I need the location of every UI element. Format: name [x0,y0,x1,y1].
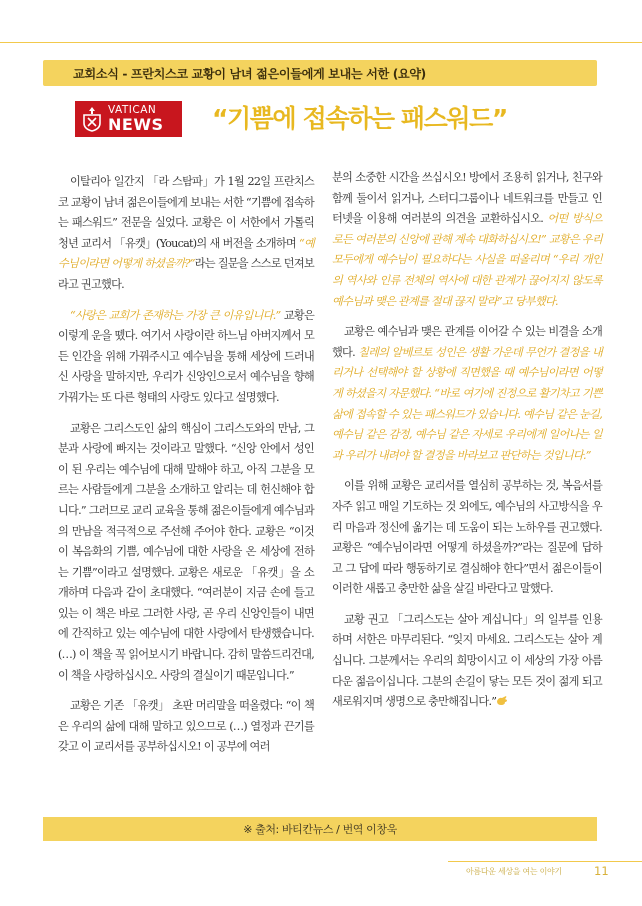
paragraph [58,306,314,409]
logo-line2: NEWS [108,114,164,134]
body-text: 라는 질문을 스스로 던져보라고 권고했다. [58,257,314,291]
section-header-text: 교회소식 - 프란치스코 교황이 남녀 젊은이들에게 보내는 서한 (요약) [73,66,426,81]
page-number: 11 [594,864,609,878]
logo-line1: VATICAN [108,104,157,117]
highlight-quote: 칠레의 알베르토 성인은 생활 가운데 무언가 결정을 내리거나 선택해야 할 상황에 직면했을 때 예수님이라면 어떻게 하셨을지 자문했다. “바로 여기에 진정으로 활기차고 기쁜 삶에 접속할 수 있는 패스워드가 있습니다. 예수님 같은 눈길, 예수님 같은 감정, 예수님 같은 자세로 우리에게 일어나는 일과 우리가 내려야 할 결정을 바라보고 판단하는 것입니다.” [332,345,602,462]
top-rule [0,42,642,43]
paragraph [332,168,602,312]
highlight-quote: “예수님이라면 어떻게 하셨을까?” [58,236,314,271]
hand-icon [496,695,508,706]
article-headline: “기쁨에 접속하는 패스워드” [212,104,507,133]
paragraph: 교황은 그리스도인 삶의 핵심이 그리스도와의 만남, 그분과 사랑에 빠지는 것이라고 말했다. “신앙 안에서 성인이 된 우리는 예수님에 대해 말해야 하고, 아직 그분을 모르는 사람들에게 그분을 소개하고 알리는 데 헌신해야 합니다.” 그러므로 교리 교육을 통해 젊은이들에게 예수님과의 만남을 적극적으로 주선해 주어야 한다. 교황은 “이것이 복음화의 기쁨, 예수님에 대한 사랑을 온 세상에 전하는 기쁨”이라고 설명했다. 교황은 새로운 「유캣」을 소개하며 다음과 같이 초대했다. “여러분이 지금 손에 들고 있는 이 책은 바로 그러한 사랑, 곧 우리 신앙인들이 내면에 간직하고 있는 예수님에 대한 사랑에서 탄생했습니다. (…) 이 책을 꼭 읽어보시기 바랍니다. 감히 말씀드리건대, 이 책을 사랑하십시오. 사랑의 결실이기 때문입니다.” [58,421,314,682]
highlight-quote: “사랑은 교회가 존재하는 가장 큰 이유입니다.” [70,308,281,322]
body-text: 분의 소중한 시간을 쓰십시오! 방에서 조용히 읽거나, 친구와 함께 둘이서 읽거나, 스터디그룹이나 네트워크를 만들고 인터넷을 이용해 여러분의 의견을 교환하십시오. [332,171,602,226]
body-text: 교황은 예수님과 맺은 관계를 이어갈 수 있는 비결을 소개했다. [332,325,602,359]
source-text: ※ 출처: 바티칸뉴스 / 번역 이창욱 [243,823,397,836]
source-bar [43,817,597,841]
right-column [332,168,602,723]
section-header [43,60,597,86]
footer-title: 아름다운 세상을 여는 이야기 [466,867,562,876]
left-column [58,172,314,768]
body-text: 교황은 이렇게 운을 뗐다. 여기서 사랑이란 하느님 아버지께서 모든 인간을 위해 가꿔주시고 예수님을 통해 세상에 드러내신 사랑을 말하지만, 우리가 신앙인으로서 예수님을 향해 가꿔가는 또 다른 형태의 사랑도 있다고 설명했다. [58,308,314,404]
paragraph [332,322,602,466]
vatican-news-logo [75,101,182,137]
paragraph: 이를 위해 교황은 교리서를 열심히 공부하는 것, 복음서를 자주 읽고 매일 기도하는 것 외에도, 예수님의 사고방식을 우리 마음과 정신에 옮기는 데 도움이 되는 노하우를 권고했다. 교황은 “예수님이라면 어떻게 하셨을까?”라는 질문에 답하고 그 답에 따라 행동하기로 결심해야 한다”면서 젊은이들이 이러한 새롭고 충만한 삶을 살길 바란다고 말했다. [332,479,602,596]
body-text: 이탈리아 일간지 「라 스탐파」가 1월 22일 프란치스코 교황이 남녀 젊은이들에게 보내는 서한 “기쁨에 접속하는 패스워드” 전문을 실었다. 교황은 이 서한에서 가톨릭 청년 교리서 「유캣」(Youcat)의 새 버전을 소개하며 [58,175,314,250]
body-text: 교황 권고 「그리스도는 살아 계십니다」의 일부를 인용하며 서한은 마무리된다. “잊지 마세요. 그리스도는 살아 계십니다. 그분께서는 우리의 희망이시고 이 세상의 가장 아름다운 젊음이십니다. 그분의 손길이 닿는 모든 것이 젊게 되고 새로워지며 생명으로 충만해집니다.” [332,612,602,709]
papal-emblem-icon [79,105,105,133]
paragraph [58,172,314,296]
paragraph: 교황은 기존 「유캣」 초판 머리말을 떠올렸다: “이 책은 우리의 삶에 대해 말하고 있으므로 (…) 열정과 끈기를 갖고 이 교리서를 공부하십시오! 이 공부에 여러 [58,699,314,754]
highlight-quote: 어떤 방식으로든 여러분의 신앙에 관해 계속 대화하십시오!” 교황은 우리 모두에게 예수님이 필요하다는 사실을 떠올리며 “우리 개인의 역사와 인류 전체의 역사에 대한 관계가 끊어지지 않도록 예수님과 맺은 관계를 절대 끊지 말라”고 당부했다. [332,212,602,308]
paragraph [332,610,602,713]
footer-rule [448,861,642,862]
